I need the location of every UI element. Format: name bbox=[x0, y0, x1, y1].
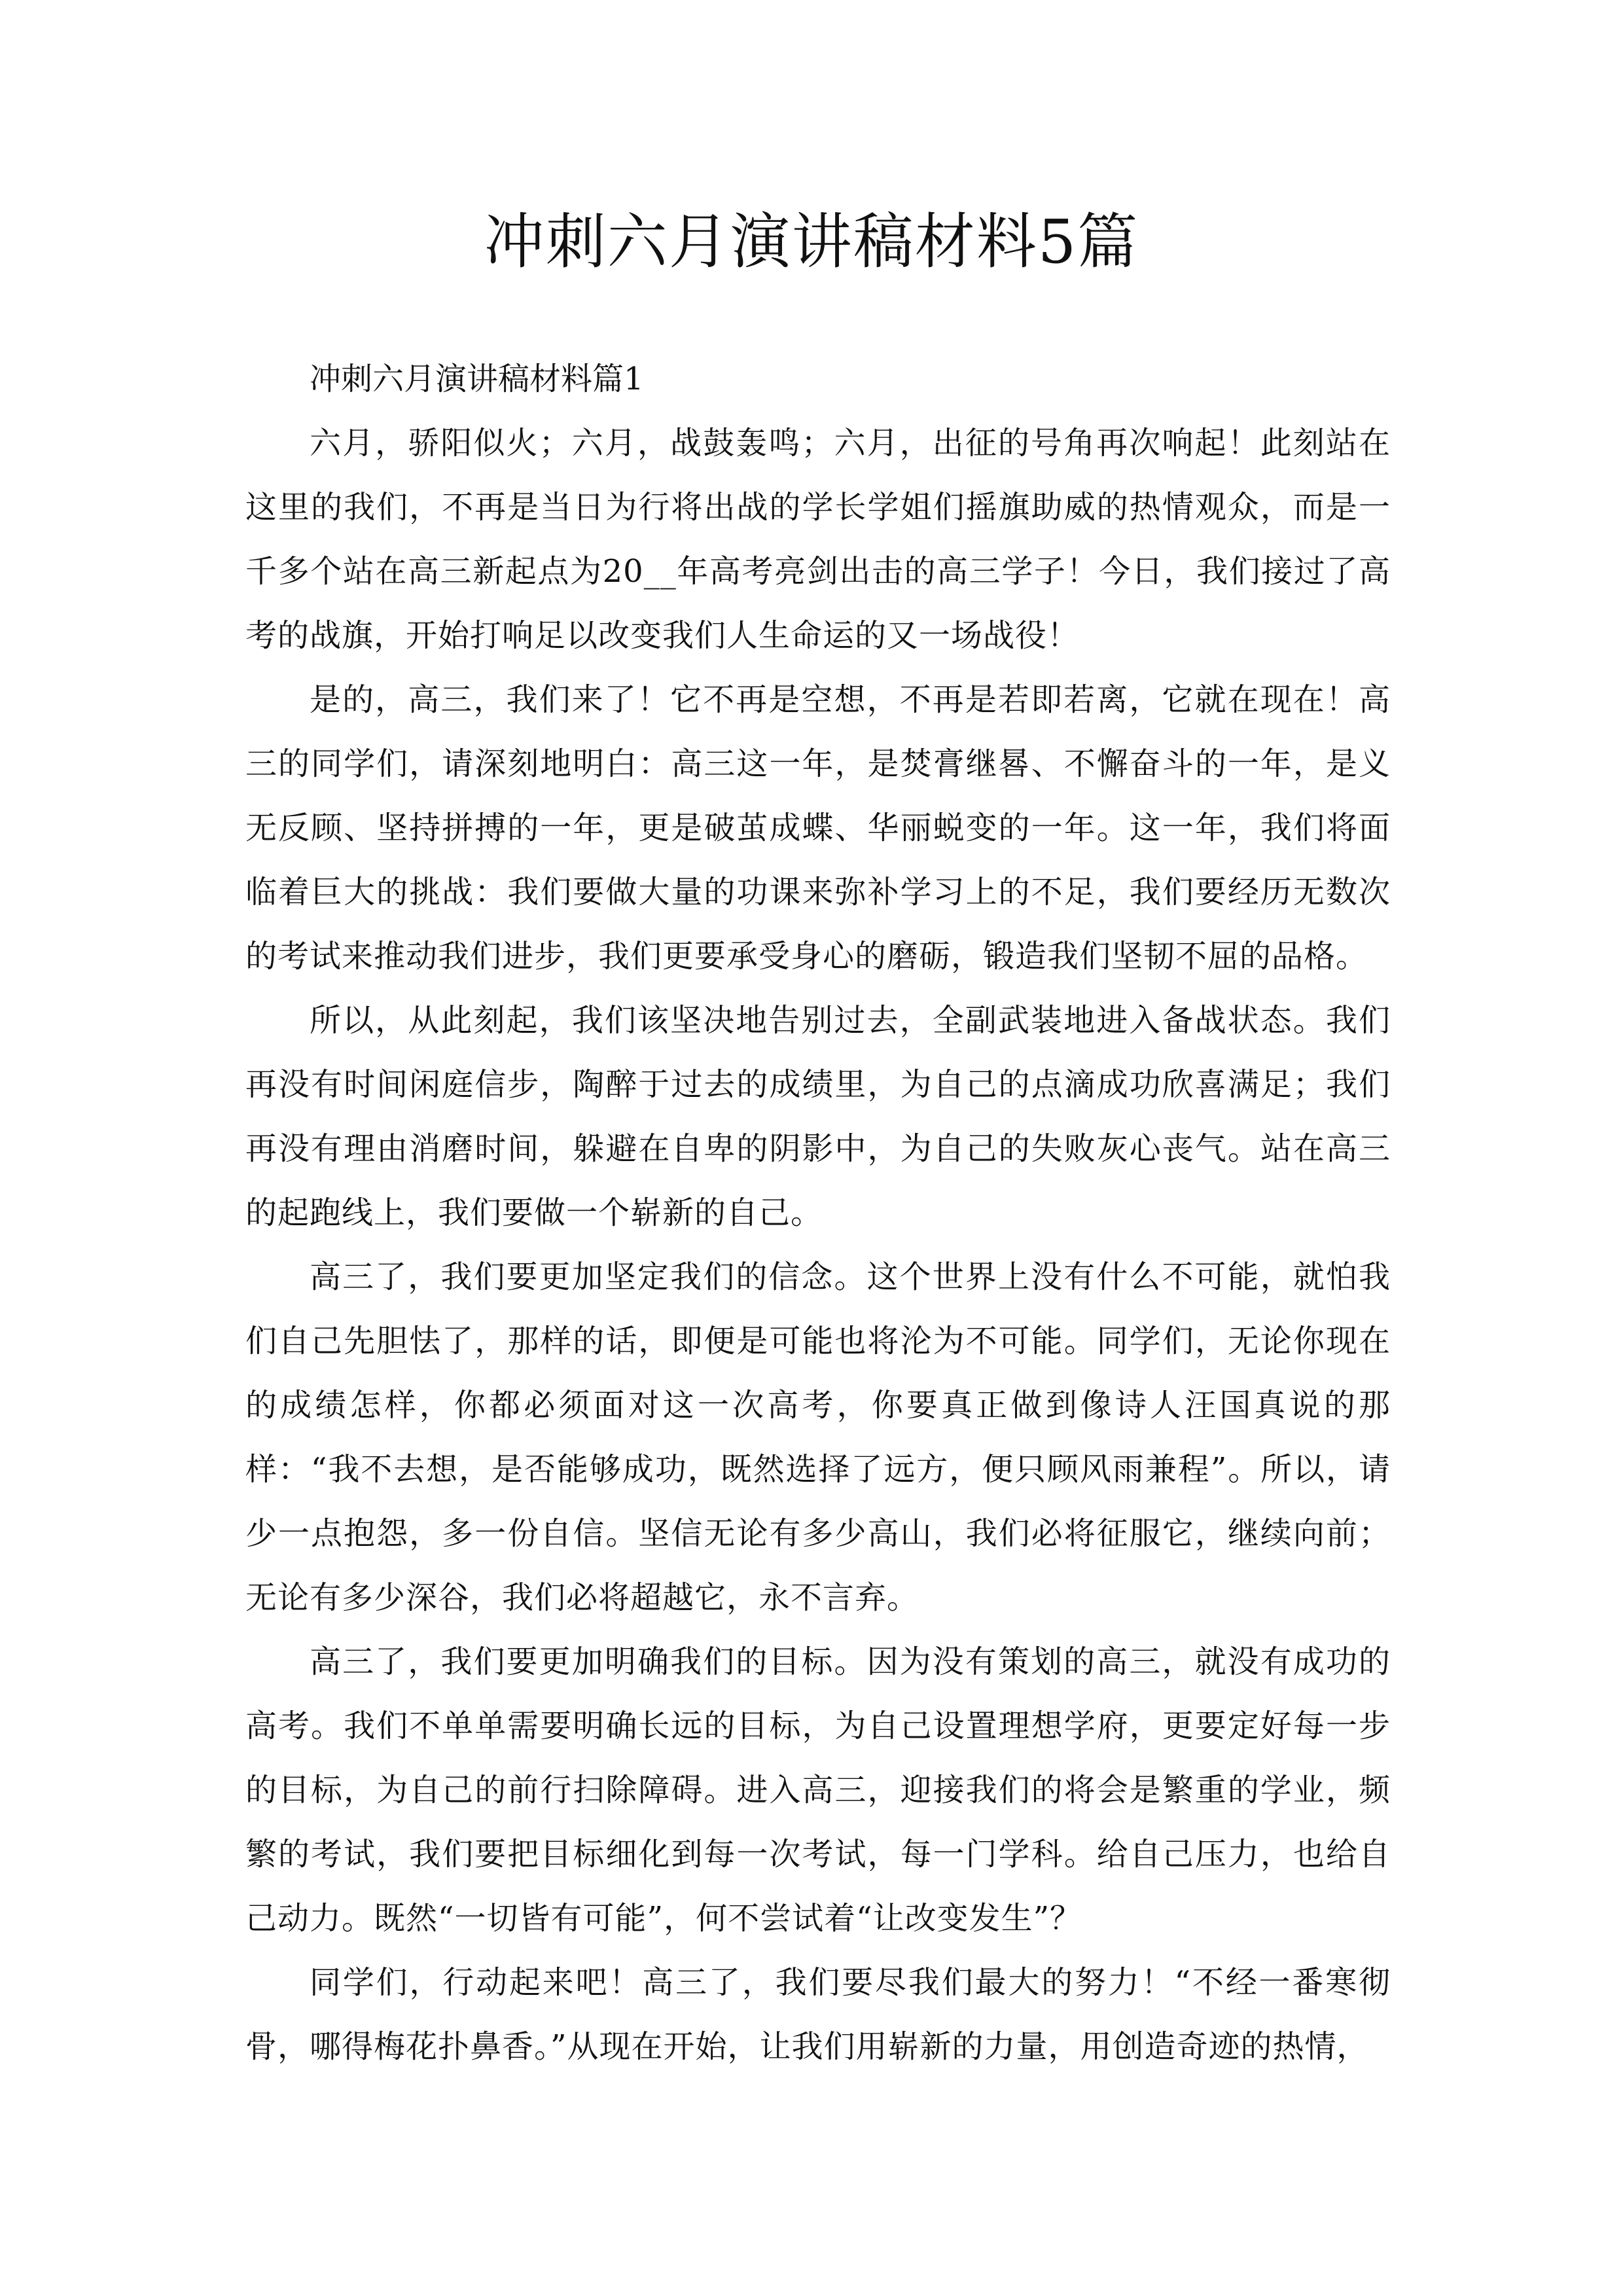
paragraph-6: 同学们，行动起来吧！高三了，我们要尽我们最大的努力！“不经一番寒彻骨，哪得梅花扑鼻香。”从现在开始，让我们用崭新的力量，用创造奇迹的热情， bbox=[245, 1964, 1391, 2065]
paragraph-2: 是的，高三，我们来了！它不再是空想，不再是若即若离，它就在现在！高三的同学们，请深刻地明白：高三这一年，是焚膏继晷、不懈奋斗的一年，是义无反顾、坚持拼搏的一年，更是破茧成蝶、华丽蜕变的一年。这一年，我们将面临着巨大的挑战：我们要做大量的功课来弥补学习上的不足，我们要经历无数次的考试来推动我们进步，我们更要承受身心的磨砺，锻造我们坚韧不屈的品格。 bbox=[245, 681, 1391, 975]
document-body bbox=[245, 347, 1391, 2079]
paragraph-1: 六月，骄阳似火；六月，战鼓轰鸣；六月，出征的号角再次响起！此刻站在这里的我们，不再是当日为行将出战的学长学姐们摇旗助威的热情观众，而是一千多个站在高三新起点为20__年高考亮剑出击的高三学子！今日，我们接过了高考的战旗，开始打响足以改变我们人生命运的又一场战役！ bbox=[245, 425, 1391, 654]
document-title: 冲刺六月演讲稿材料5篇 bbox=[484, 207, 1139, 277]
paragraph-4: 高三了，我们要更加坚定我们的信念。这个世界上没有什么不可能，就怕我们自己先胆怯了，那样的话，即便是可能也将沦为不可能。同学们，无论你现在的成绩怎样，你都必须面对这一次高考，你要真正做到像诗人汪国真说的那样：“我不去想，是否能够成功，既然选择了远方，便只顾风雨兼程”。所以，请少一点抱怨，多一份自信。坚信无论有多少高山，我们必将征服它，继续向前；无论有多少深谷，我们必将超越它，永不言弃。 bbox=[245, 1259, 1391, 1616]
section-heading: 冲刺六月演讲稿材料篇1 bbox=[310, 361, 644, 397]
paragraph-3: 所以，从此刻起，我们该坚决地告别过去，全副武装地进入备战状态。我们再没有时间闲庭信步，陶醉于过去的成绩里，为自己的点滴成功欣喜满足；我们再没有理由消磨时间，躲避在自卑的阴影中，为自己的失败灰心丧气。站在高三的起跑线上，我们要做一个崭新的自己。 bbox=[245, 1002, 1391, 1231]
paragraph-5: 高三了，我们要更加明确我们的目标。因为没有策划的高三，就没有成功的高考。我们不单单需要明确长远的目标，为自己设置理想学府，更要定好每一步的目标，为自己的前行扫除障碍。进入高三，迎接我们的将会是繁重的学业，频繁的考试，我们要把目标细化到每一次考试，每一门学科。给自己压力，也给自己动力。既然“一切皆有可能”，何不尝试着“让改变发生”？ bbox=[245, 1643, 1391, 1937]
